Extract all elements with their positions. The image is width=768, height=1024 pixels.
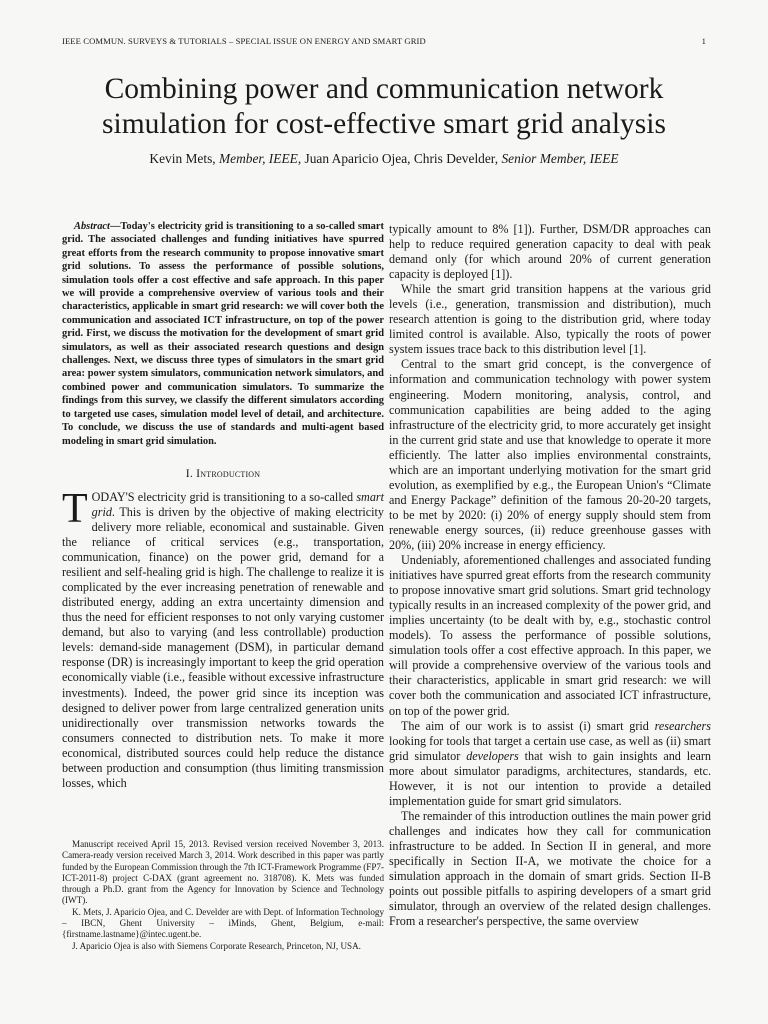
abstract-dash: — (109, 221, 121, 232)
author-role-senior: Senior Member, IEEE (501, 151, 619, 166)
right-p5-emphasis-researchers: researchers (654, 718, 711, 733)
right-paragraph-5 (389, 719, 711, 809)
paper-title (40, 72, 728, 142)
intro-p1-text-a: ODAY'S electricity grid is transitioning to a so-called (91, 489, 357, 504)
author-1-role: Member, IEEE (218, 151, 298, 166)
right-paragraph-4: Undeniably, aforementioned challenges and associated funding initiatives have spurred great efforts from the research community to propose innovative smart grid solutions. Smart grid technology typically results in an increased complexity of the power grid, and implies uncertainty (to be dealt with by, e.g., stochastic control models). To assess the performance of possible solutions, simulation tools offer a cost effective approach. In this paper, we will provide a comprehensive overview of the various tools and their characteristics, applicable in smart grid research: we will cover both the communication and associated ICT infrastructure, on top of the power grid. (389, 553, 711, 718)
right-p5-text-c: that wish to gain insights and learn more about simulator paradigms, architectures, standards, etc. However, it is not our intention to provide a detailed implementation guide for smart grid simulators. (389, 748, 711, 808)
right-p5-text-b: looking for tools that target a certain use case, as well as (ii) smart grid simulator (389, 733, 711, 763)
abstract-text: Today's electricity grid is transitioning to a so-called smart grid. The associated challenges and funding initiatives have spurred great efforts from the research community to propose innovative smart grid solutions. To assess the performance of possible solutions, simulation tools offer a cost effective and safe approach. In this paper we will provide a comprehensive overview of various tools and their characteristics, applicable in smart grid research: we will cover both the communication and associated ICT infrastructure, on top of the power grid. First, we discuss the motivation for the development of smart grid simulators, as well as their associated research questions and design challenges. Next, we discuss three types of simulators in the smart grid area: power system simulators, communication network simulators, and combined power and communication simulators. To summarize the findings from this survey, we classify the different simulators according to targeted use cases, simulation model level of detail, and architecture. To conclude, we discuss the use of standards and multi-agent based modeling in smart grid simulation. (62, 221, 384, 447)
footnote-siemens: J. Aparicio Ojea is also with Siemens Corporate Research, Princeton, NJ, USA. (72, 940, 361, 951)
right-paragraph-3: Central to the smart grid concept, is the convergence of information and communication technology with power system engineering. Modern monitoring, analysis, control, and communication capabilities are being added to the aging infrastructure of the electricity grid, to more accurately get insight in the current grid state and use that knowledge to operate it more efficiently. The latter also implies environmental constraints, which are an important underlying motivation for the smart grid evolution, as exemplified by e.g., the European Union's “Climate and Energy Package” definition of the famous 20-20-20 targets, to be met by 2020: (i) 20% of energy supply should stem from renewable energy sources, (ii) reduce greenhouse gasses with 20%, (iii) 20% increase in energy efficiency. (389, 357, 711, 552)
intro-p1-text-b: . This is driven by the objective of making electricity delivery more reliable, economical and sustainable. Given the reliance of critical services (e.g., transportation, communication, finance) on the power grid, demand for a resilient and self-healing grid is high. The challenge to realize it is complicated by the ever increasing penetration of renewable and distributed energy, adding an extra uncertainty dimension and thus the need for efficient responses to not only varying customer demand, but also to varying (and less controllable) production levels: demand-side management (DSM), in particular demand response (DR) is increasingly important to keep the grid operation economically viable (i.e., feasible without excessive infrastructure investments). Indeed, the power grid since its inception was designed to deliver power from large centralized generation units unidirectionally over transmission networks towards the consumers connected to distribution nets. To make it more economical, distributed sources could help reduce the distance between production and consumption (thus limiting transmission losses, which (62, 504, 384, 790)
running-head-title: IEEE COMMUN. SURVEYS & TUTORIALS – SPECIAL ISSUE ON ENERGY AND SMART GRID (62, 36, 426, 46)
abstract-label: Abstract (74, 221, 110, 232)
running-head (62, 36, 706, 46)
section-heading-introduction (62, 466, 384, 481)
left-column (62, 220, 384, 791)
intro-paragraph-1 (62, 485, 384, 791)
right-p5-emphasis-developers: developers (466, 748, 519, 763)
section-title: Introduction (196, 465, 261, 480)
right-paragraph-6: The remainder of this introduction outlines the main power grid challenges and indicates how they call for communication infrastructure to be added. In Section II in general, and more specifically in Section II-A, we motivate the choice for a simulation approach in the domain of smart grids. Section II-B points out possible pitfalls to aspiring developers of a smart grid simulator, through an overview of the related design challenges. From a researcher's perspective, the same overview (389, 808, 711, 929)
section-number: I. (185, 465, 197, 480)
right-column (389, 222, 711, 929)
page-number: 1 (701, 36, 706, 46)
intro-p1-emphasis: smart grid (91, 489, 384, 519)
intro-body-left (62, 485, 384, 791)
right-paragraph-2: While the smart grid transition happens at the various grid levels (i.e., generation, transmission and distribution), much research attention is going to the distribution grid, where today limited control is available. Also, typically the roots of power system issues trace back to this distribution level [1]. (389, 282, 711, 357)
footnotes (62, 839, 384, 952)
drop-cap: T (62, 485, 88, 532)
title-line-2: simulation for cost-effective smart grid analysis (102, 108, 666, 140)
author-1: Kevin Mets, (149, 151, 219, 166)
title-line-1: Combining power and communication network (104, 73, 664, 105)
footnote-manuscript: Manuscript received April 15, 2013. Revised version received November 3, 2013. Camera-ready version received March 3, 2014. Work described in this paper was partly funded by the European Commission through the 7th ICT-Framework Programme (FP7-ICT-2011-8) project C-DAX (grant agreement no. 318708). K. Mets was funded through a Ph.D. grant from the Agency for Innovation by Science and Technology (IWT). (62, 839, 384, 906)
abstract (62, 220, 384, 448)
right-p5-text-a: The aim of our work is to assist (i) smart grid (401, 718, 655, 733)
footnote-affiliation: K. Mets, J. Aparicio Ojea, and C. Develder are with Dept. of Information Technology – IBCN, Ghent University – iMinds, Ghent, Belgium, e-mail: {firstname.lastname}@intec.ugent.be. (62, 906, 384, 940)
author-line (40, 151, 728, 167)
authors-rest: , Juan Aparicio Ojea, Chris Develder, (297, 151, 502, 166)
right-paragraph-1: typically amount to 8% [1]). Further, DSM/DR approaches can help to reduce required generation capacity to deal with peak demand only (for which around 20% of current generation capacity is deployed [1]). (389, 222, 711, 282)
